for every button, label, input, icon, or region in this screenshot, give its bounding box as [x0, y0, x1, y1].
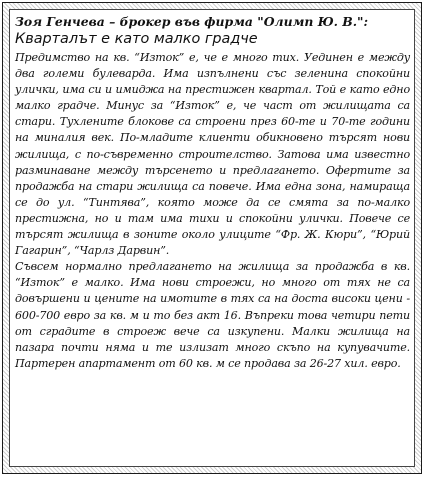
article-paragraph-1: Предимство на кв. “Изток” е, че е много тих. Уединен е между два големи булеварда. Има изпълнени със зеленина спокойни улички, има си и имиджа на престижен квартал. Той е като едно малко градче. Минус за “Изток” е, че част от жилищата са стари. Тухлените блокове са строени през 60-те и 70-те години на миналия век. По-младите клиенти обикновено търсят нови жилища, с по-съвременно строителство. Затова има известно разминаване между търсенето и предлагането. Офертите за продажба на стари жилища са повече. Има една зона, намираща се до ул. “Тинтява”, която може да се смята за по-малко престижна, но и там има тихи и спокойни улички. Повече се търсят жилища в зоните около улиците “Фр. Ж. Кюри”, “Юрий Гагарин”, “Чарлз Дарвин”. — [15, 51, 410, 258]
article-paragraph-2: Съвсем нормално предлагането на жилища за продажба в кв. “Изток” е малко. Има нови строежи, но много от тях не са довършени и цените на имотите в тях са на доста високи цени - 600-700 евро за кв. м и то без акт 16. Въпреки това четири пети от сградите в строеж вече са изкупени. Малки жилища на пазара почти няма и те излизат много скъпо на купувачите. Партерен апартамент от 60 кв. м се продава за 26-27 хил. евро. — [15, 260, 410, 370]
article-headline: Кварталът е като малко градче — [15, 31, 258, 47]
article-box — [9, 9, 415, 467]
article-byline: Зоя Генчева – брокер във фирма "Олимп Ю. В.": — [15, 14, 369, 29]
article-frame — [2, 2, 422, 474]
